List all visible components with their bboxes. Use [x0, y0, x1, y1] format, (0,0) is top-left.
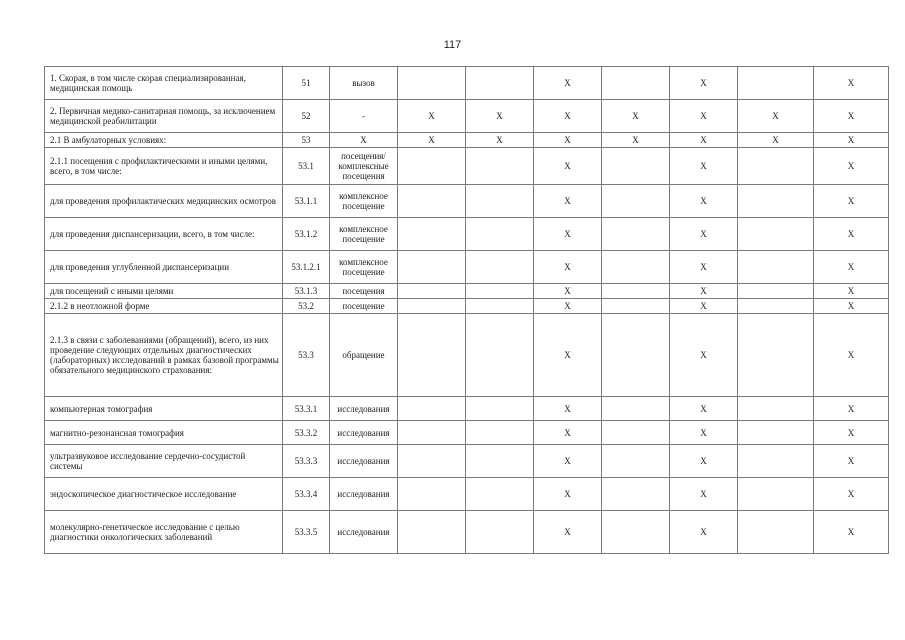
- row-cell: [738, 218, 814, 251]
- table-row: [45, 67, 889, 100]
- row-unit: посещение: [330, 299, 398, 314]
- row-cell: [466, 314, 534, 397]
- row-name: эндоскопическое диагностическое исследование: [45, 478, 283, 511]
- row-cell: X: [814, 148, 889, 185]
- row-name: для проведения профилактических медицинских осмотров: [45, 185, 283, 218]
- row-cell: [602, 251, 670, 284]
- row-cell: [738, 478, 814, 511]
- row-code: 53.1.1: [283, 185, 330, 218]
- row-cell: [602, 67, 670, 100]
- row-cell: X: [814, 185, 889, 218]
- row-cell: X: [466, 100, 534, 133]
- row-cell: [738, 445, 814, 478]
- table-row: [45, 299, 889, 314]
- row-code: 53.3.3: [283, 445, 330, 478]
- row-unit: исследования: [330, 478, 398, 511]
- row-cell: X: [602, 133, 670, 148]
- table-row: [45, 511, 889, 554]
- row-unit: исследования: [330, 397, 398, 421]
- row-cell: [398, 284, 466, 299]
- row-cell: X: [814, 100, 889, 133]
- row-code: 53.1.2: [283, 218, 330, 251]
- row-unit: X: [330, 133, 398, 148]
- row-unit: обращение: [330, 314, 398, 397]
- table-row: [45, 314, 889, 397]
- row-code: 51: [283, 67, 330, 100]
- row-cell: X: [670, 511, 738, 554]
- row-cell: [602, 314, 670, 397]
- row-cell: [738, 185, 814, 218]
- row-code: 53.1.2.1: [283, 251, 330, 284]
- table-row: [45, 133, 889, 148]
- row-cell: X: [534, 251, 602, 284]
- table-row: [45, 185, 889, 218]
- row-cell: X: [670, 218, 738, 251]
- row-cell: X: [670, 100, 738, 133]
- row-cell: X: [534, 284, 602, 299]
- row-cell: X: [398, 100, 466, 133]
- row-cell: [466, 251, 534, 284]
- row-code: 53.3.5: [283, 511, 330, 554]
- row-cell: [466, 185, 534, 218]
- row-unit: -: [330, 100, 398, 133]
- row-cell: X: [670, 133, 738, 148]
- row-name: 2.1.3 в связи с заболеваниями (обращений), всего, из них проведение следующих отдельных диагностических (лабораторных) исследований в рамках базовой программы обязательного медицинского страхования:: [45, 314, 283, 397]
- row-cell: [398, 478, 466, 511]
- row-cell: [602, 478, 670, 511]
- row-cell: [738, 284, 814, 299]
- row-cell: [466, 397, 534, 421]
- row-cell: [738, 251, 814, 284]
- table-row: [45, 397, 889, 421]
- row-cell: X: [670, 251, 738, 284]
- row-cell: [602, 148, 670, 185]
- row-name: 2. Первичная медико-санитарная помощь, за исключением медицинской реабилитации: [45, 100, 283, 133]
- row-code: 53.1.3: [283, 284, 330, 299]
- row-cell: [602, 284, 670, 299]
- row-unit: исследования: [330, 421, 398, 445]
- row-name: ультразвуковое исследование сердечно-сосудистой системы: [45, 445, 283, 478]
- table-body: [45, 67, 889, 554]
- row-cell: X: [602, 100, 670, 133]
- row-code: 53: [283, 133, 330, 148]
- row-cell: [738, 397, 814, 421]
- row-cell: [398, 218, 466, 251]
- row-cell: [466, 445, 534, 478]
- row-cell: [398, 251, 466, 284]
- page-number: 117: [443, 39, 462, 51]
- table-row: [45, 478, 889, 511]
- row-cell: [602, 218, 670, 251]
- row-cell: [398, 148, 466, 185]
- row-cell: X: [534, 100, 602, 133]
- row-unit: посещения/комплексные посещения: [330, 148, 398, 185]
- row-cell: [738, 511, 814, 554]
- row-cell: [738, 67, 814, 100]
- row-cell: X: [534, 511, 602, 554]
- row-cell: [398, 511, 466, 554]
- row-unit: вызов: [330, 67, 398, 100]
- table-row: [45, 421, 889, 445]
- row-cell: X: [534, 397, 602, 421]
- row-cell: X: [738, 100, 814, 133]
- table-row: [45, 445, 889, 478]
- row-cell: [738, 299, 814, 314]
- row-cell: [398, 67, 466, 100]
- row-cell: [398, 421, 466, 445]
- row-cell: X: [670, 314, 738, 397]
- row-cell: [466, 218, 534, 251]
- row-cell: [466, 67, 534, 100]
- row-cell: X: [670, 67, 738, 100]
- row-cell: X: [814, 397, 889, 421]
- row-cell: X: [814, 218, 889, 251]
- row-cell: [738, 148, 814, 185]
- table-row: [45, 100, 889, 133]
- row-name: 2.1.2 в неотложной форме: [45, 299, 283, 314]
- row-cell: X: [814, 284, 889, 299]
- row-cell: [602, 397, 670, 421]
- row-cell: [466, 421, 534, 445]
- row-code: 53.3.2: [283, 421, 330, 445]
- table-row: [45, 148, 889, 185]
- row-cell: X: [814, 445, 889, 478]
- row-cell: [738, 314, 814, 397]
- row-cell: X: [670, 185, 738, 218]
- row-code: 53.3.4: [283, 478, 330, 511]
- row-cell: X: [534, 314, 602, 397]
- row-code: 53.1: [283, 148, 330, 185]
- row-name: молекулярно-генетическое исследование с целью диагностики онкологических заболеваний: [45, 511, 283, 554]
- row-name: магнитно-резонансная томография: [45, 421, 283, 445]
- row-cell: X: [534, 421, 602, 445]
- row-name: 2.1.1 посещения с профилактическими и иными целями, всего, в том числе:: [45, 148, 283, 185]
- row-cell: X: [670, 397, 738, 421]
- row-cell: X: [534, 148, 602, 185]
- row-unit: исследования: [330, 511, 398, 554]
- row-unit: комплексное посещение: [330, 185, 398, 218]
- row-name: для проведения углубленной диспансеризации: [45, 251, 283, 284]
- row-cell: [466, 478, 534, 511]
- row-cell: X: [814, 299, 889, 314]
- row-cell: [398, 299, 466, 314]
- row-cell: X: [670, 445, 738, 478]
- row-cell: X: [814, 421, 889, 445]
- row-cell: X: [814, 67, 889, 100]
- row-cell: X: [814, 314, 889, 397]
- table-row: [45, 218, 889, 251]
- data-table: [44, 66, 889, 554]
- row-name: компьютерная томография: [45, 397, 283, 421]
- row-cell: [466, 299, 534, 314]
- row-cell: [398, 185, 466, 218]
- row-cell: X: [670, 284, 738, 299]
- row-code: 53.3.1: [283, 397, 330, 421]
- row-cell: [602, 185, 670, 218]
- table-row: [45, 251, 889, 284]
- row-cell: X: [534, 67, 602, 100]
- row-cell: [602, 421, 670, 445]
- row-code: 52: [283, 100, 330, 133]
- row-name: для проведения диспансеризации, всего, в том числе:: [45, 218, 283, 251]
- table-row: [45, 284, 889, 299]
- row-name: 2.1 В амбулаторных условиях:: [45, 133, 283, 148]
- row-cell: [398, 314, 466, 397]
- row-cell: [466, 148, 534, 185]
- row-cell: X: [814, 251, 889, 284]
- row-cell: X: [814, 133, 889, 148]
- row-cell: X: [466, 133, 534, 148]
- row-cell: X: [534, 185, 602, 218]
- row-name: 1. Скорая, в том числе скорая специализированная, медицинская помощь: [45, 67, 283, 100]
- row-code: 53.2: [283, 299, 330, 314]
- row-cell: X: [534, 478, 602, 511]
- row-cell: [602, 299, 670, 314]
- row-name: для посещений с иными целями: [45, 284, 283, 299]
- row-cell: [398, 397, 466, 421]
- row-cell: X: [670, 148, 738, 185]
- row-cell: [602, 511, 670, 554]
- row-cell: [398, 445, 466, 478]
- row-cell: X: [534, 133, 602, 148]
- row-cell: X: [534, 299, 602, 314]
- row-cell: X: [670, 421, 738, 445]
- row-cell: X: [738, 133, 814, 148]
- row-cell: [602, 445, 670, 478]
- row-unit: комплексное посещение: [330, 218, 398, 251]
- row-cell: X: [814, 511, 889, 554]
- row-cell: X: [670, 299, 738, 314]
- row-unit: комплексное посещение: [330, 251, 398, 284]
- row-unit: исследования: [330, 445, 398, 478]
- row-code: 53.3: [283, 314, 330, 397]
- row-cell: X: [670, 478, 738, 511]
- row-cell: X: [398, 133, 466, 148]
- row-cell: [466, 511, 534, 554]
- row-cell: [466, 284, 534, 299]
- row-cell: [738, 421, 814, 445]
- row-cell: X: [534, 445, 602, 478]
- row-cell: X: [534, 218, 602, 251]
- row-cell: X: [814, 478, 889, 511]
- row-unit: посещения: [330, 284, 398, 299]
